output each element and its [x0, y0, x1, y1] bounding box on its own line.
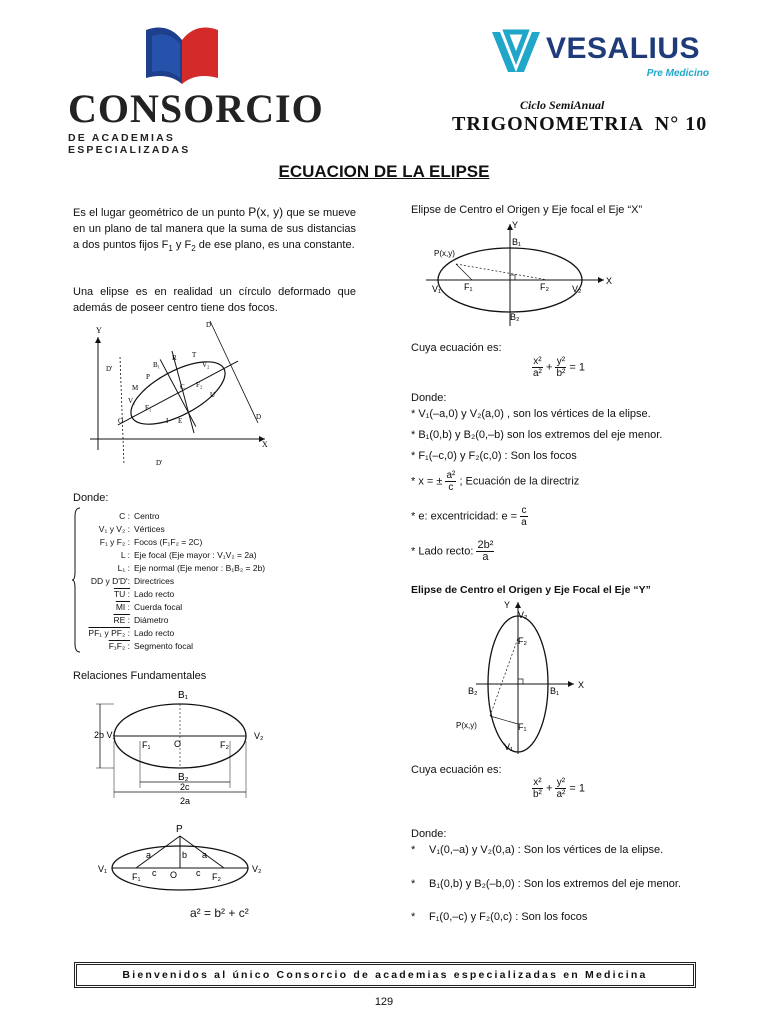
- svg-text:B₁: B₁: [512, 237, 522, 247]
- svg-text:F₁: F₁: [518, 722, 527, 732]
- page-title: ECUACION DE LA ELIPSE: [278, 162, 490, 181]
- book-icon: [68, 22, 296, 90]
- svg-text:2c: 2c: [180, 782, 190, 792]
- svg-text:D: D: [256, 413, 262, 421]
- legend-row: V₁ y V₂ : Vértices: [98, 524, 165, 534]
- y-item-foci: * F₁(0,–c) y F₂(0,c) : Son los focos: [411, 911, 588, 923]
- svg-text:F₁: F₁: [142, 740, 151, 750]
- svg-text:V₂: V₂: [202, 361, 210, 369]
- svg-text:C: C: [180, 383, 185, 391]
- svg-text:B₂: B₂: [468, 686, 478, 696]
- footer-text: Bienvenidos al único Consorcio de academias especializadas en Medicina: [122, 969, 648, 981]
- x-item-minor-axis: * B₁(0,b) y B₂(0,–b) son los extremos del eje menor.: [411, 429, 663, 441]
- svg-text:R: R: [172, 354, 177, 362]
- page-number: 129: [374, 996, 394, 1008]
- legend-row: RE : Diámetro: [113, 615, 169, 625]
- legend-row: L₁ : Eje normal (Eje menor : B₁B₂ = 2b): [117, 563, 266, 573]
- svg-text:2a: 2a: [180, 796, 191, 806]
- svg-text:b: b: [182, 850, 188, 860]
- svg-text:P(x,y): P(x,y): [434, 249, 455, 258]
- ellipse-equation-x: $\frac{\text{x²}}{\text{a²}}$ + $\frac{\text{y²}}{\text{b²}}$ = 1: [533, 356, 586, 379]
- svg-text:P: P: [176, 824, 183, 835]
- svg-text:O: O: [174, 739, 182, 749]
- svg-text:B₁: B₁: [178, 690, 189, 701]
- consorcio-subtitle: DE ACADEMIAS ESPECIALIZADAS: [68, 132, 191, 156]
- svg-text:V₂: V₂: [572, 284, 582, 294]
- consorcio-name: CONSORCIO: [68, 86, 324, 131]
- svg-text:O: O: [170, 870, 178, 880]
- donde-label-y: Donde:: [411, 828, 447, 840]
- y-axis-title: Elipse de Centro el Origen y Eje Focal el Eje “Y”: [411, 584, 651, 596]
- cuya-ecuacion-y: Cuya ecuación es:: [411, 764, 502, 776]
- definition-paragraph: Es el lugar geométrico de un punto P(x, y) que se mueve en un plano de tal manera que la suma de sus distancias a dos puntos fijos $F_1$ y $F_2$ de ese plano, es una constante.: [73, 205, 357, 254]
- relations-triangle-diagram: [92, 822, 282, 894]
- svg-text:V₂: V₂: [252, 864, 262, 874]
- svg-text:P(x,y): P(x,y): [456, 721, 477, 730]
- relaciones-label: Relaciones Fundamentales: [73, 670, 207, 682]
- svg-text:M: M: [132, 384, 139, 392]
- legend-row: DD y D'D': Directrices: [90, 576, 175, 586]
- svg-text:T: T: [192, 351, 197, 359]
- y-item-minor-axis: * B₁(0,b) y B₂(–b,0) : Son los extremos del eje menor.: [411, 878, 681, 890]
- svg-text:D: D: [206, 321, 212, 329]
- legend-row: MI : Cuerda focal: [115, 602, 183, 612]
- svg-text:F₂: F₂: [518, 636, 527, 646]
- svg-text:I: I: [166, 417, 169, 425]
- svg-text:c: c: [196, 868, 201, 878]
- general-ellipse-diagram: [80, 315, 280, 475]
- x-item-latus-rectum: * Lado recto: $\frac{\text{2b²}}{a}$: [411, 539, 494, 563]
- footer-banner: [74, 962, 696, 988]
- vesalius-logo: [488, 26, 723, 86]
- y-axis-ellipse-diagram: [456, 598, 596, 754]
- x-axis-ellipse-diagram: [418, 218, 618, 328]
- donde-label-x: Donde:: [411, 392, 447, 404]
- svg-text:U: U: [210, 391, 216, 399]
- legend-row: TU : Lado recto: [113, 589, 175, 599]
- svg-text:F₁: F₁: [145, 404, 152, 412]
- legend-row: F₁ y F₂ : Focos (F₁F₂ = 2C): [99, 537, 203, 547]
- svg-text:F₂: F₂: [196, 381, 203, 389]
- svg-text:B₁: B₁: [153, 361, 161, 369]
- svg-text:X: X: [262, 440, 268, 449]
- point-p: P(x, y): [248, 205, 284, 219]
- svg-text:V₂: V₂: [518, 610, 528, 620]
- svg-text:V₁: V₁: [504, 742, 514, 752]
- vesalius-v-icon: [488, 26, 544, 78]
- ellipse-equation-y: $\frac{\text{x²}}{\text{b²}}$ + $\frac{\text{y²}}{\text{a²}}$ = 1: [533, 777, 586, 800]
- legend-row: C : Centro: [119, 511, 160, 521]
- svg-text:V₂: V₂: [254, 731, 264, 741]
- consorcio-logo: [68, 22, 324, 156]
- svg-text:Y: Y: [96, 326, 102, 335]
- y-item-vertices: * V₁(0,–a) y V₂(0,a) : Son los vértices de la elipse.: [411, 844, 664, 856]
- x-item-directrix: * x = ± $\frac{\text{a²}}{c}$ ; Ecuación de la directriz: [411, 470, 580, 493]
- svg-text:F₁: F₁: [132, 872, 141, 882]
- svg-text:V₁: V₁: [432, 284, 442, 294]
- legend-row: F₁F₂ : Segmento focal: [108, 641, 194, 651]
- course-title: TRIGONOMETRIA N° 10: [452, 113, 708, 135]
- donde-label-left: Donde:: [73, 492, 109, 504]
- svg-text:Y: Y: [504, 600, 511, 610]
- svg-text:X: X: [578, 680, 585, 690]
- legend-row: PF₁ y PF₂ : Lado recto: [88, 628, 175, 638]
- svg-text:B₁: B₁: [550, 686, 560, 696]
- svg-text:O: O: [118, 417, 124, 425]
- svg-text:c: c: [152, 868, 157, 878]
- svg-text:X: X: [606, 276, 613, 286]
- svg-text:V₁: V₁: [98, 864, 108, 874]
- relations-ellipse-diagram: [90, 686, 280, 812]
- legend-list: [76, 510, 306, 653]
- cuya-ecuacion-x: Cuya ecuación es:: [411, 342, 502, 354]
- relations-formula: a² = b² + c²: [190, 906, 249, 920]
- legend-row: L : Eje focal (Eje mayor : V₁V₂ = 2a): [120, 550, 257, 560]
- svg-text:B₂: B₂: [510, 312, 520, 322]
- svg-text:F₁: F₁: [464, 282, 473, 292]
- cycle-label: Ciclo SemiAnual: [520, 98, 605, 112]
- svg-text:a: a: [202, 850, 208, 860]
- svg-text:a: a: [146, 850, 152, 860]
- vesalius-tagline: Pre Medicino: [646, 68, 709, 79]
- svg-text:V₁: V₁: [128, 397, 136, 405]
- svg-text:D': D': [106, 365, 113, 373]
- svg-text:E: E: [178, 417, 183, 425]
- svg-text:F₂: F₂: [540, 282, 549, 292]
- ellipse-paragraph: Una elipse es en realidad un círculo deformado que además de poseer centro tiene dos focos.: [73, 286, 356, 314]
- x-item-foci: * F₁(–c,0) y F₂(c,0) : Son los focos: [411, 450, 577, 462]
- svg-text:B₂: B₂: [178, 772, 189, 783]
- x-axis-title: Elipse de Centro el Origen y Eje focal el Eje “X”: [411, 204, 643, 216]
- vesalius-name: VESALIUS: [546, 32, 701, 65]
- svg-text:D': D': [156, 459, 163, 467]
- x-item-eccentricity: * e: excentricidad: e = $\frac{c}{a}$: [411, 505, 527, 528]
- svg-text:2b V₁: 2b V₁: [94, 730, 116, 740]
- svg-text:P: P: [146, 373, 150, 381]
- svg-text:F₂: F₂: [212, 872, 221, 882]
- svg-text:F₂: F₂: [220, 740, 229, 750]
- svg-text:Y: Y: [512, 220, 519, 230]
- x-item-vertices: * V₁(–a,0) y V₂(a,0) , son los vértices de la elipse.: [411, 408, 651, 420]
